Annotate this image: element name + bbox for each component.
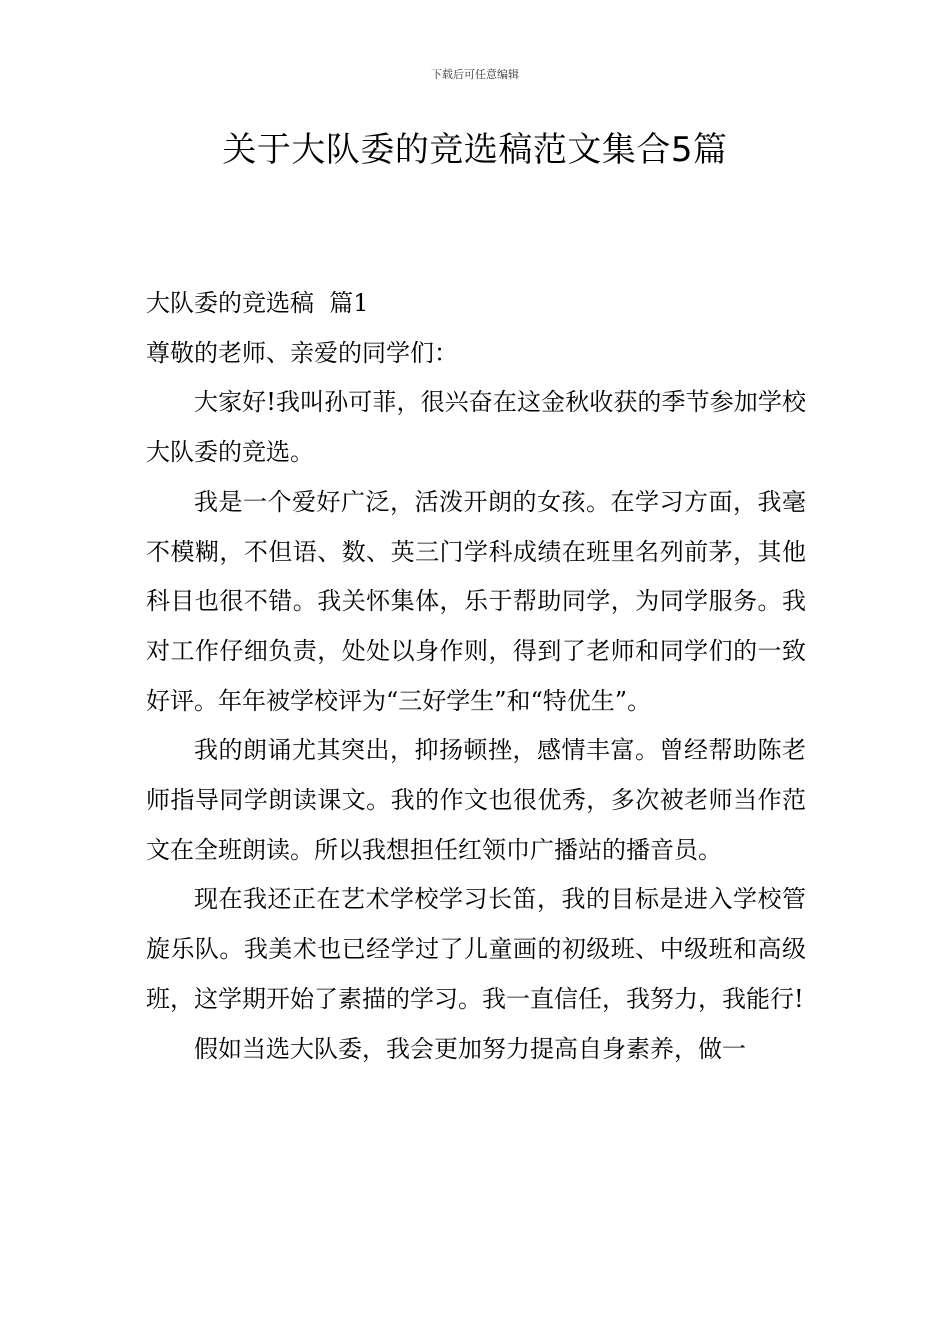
paragraph-5: 假如当选大队委，我会更加努力提高自身素养，做一	[194, 1034, 746, 1063]
paragraph-2: 我是一个爱好广泛，活泼开朗的女孩。在学习方面，我毫不模糊，不但语、数、英三门学科成绩在班里名列前茅，其他科目也很不错。我关怀集体，乐于帮助同学，为同学服务。我对工作仔细负责，处处以身作则，得到了老师和同学们的一致好评。年年被学校评为“三好学生”和“特优生”。	[146, 487, 806, 715]
document-title: 关于大队委的竞选稿范文集合5篇	[222, 130, 728, 170]
paragraph-1: 大家好!我叫孙可菲，很兴奋在这金秋收获的季节参加学校大队委的竞选。	[146, 388, 806, 467]
paragraph-3: 我的朗诵尤其突出，抑扬顿挫，感情丰富。曾经帮助陈老师指导同学朗读课文。我的作文也很优秀，多次被老师当作范文在全班朗读。所以我想担任红领巾广播站的播音员。	[146, 736, 806, 864]
header-note: 下载后可任意编辑	[431, 68, 519, 81]
section-heading: 大队委的竞选稿 篇1	[146, 289, 369, 317]
salutation: 尊敬的老师、亲爱的同学们：	[146, 338, 458, 367]
document-body	[146, 279, 806, 1074]
paragraph-4: 现在我还正在艺术学校学习长笛，我的目标是进入学校管旋乐队。我美术也已经学过了儿童画的初级班、中级班和高级班，这学期开始了素描的学习。我一直信任，我努力，我能行!	[146, 885, 806, 1013]
